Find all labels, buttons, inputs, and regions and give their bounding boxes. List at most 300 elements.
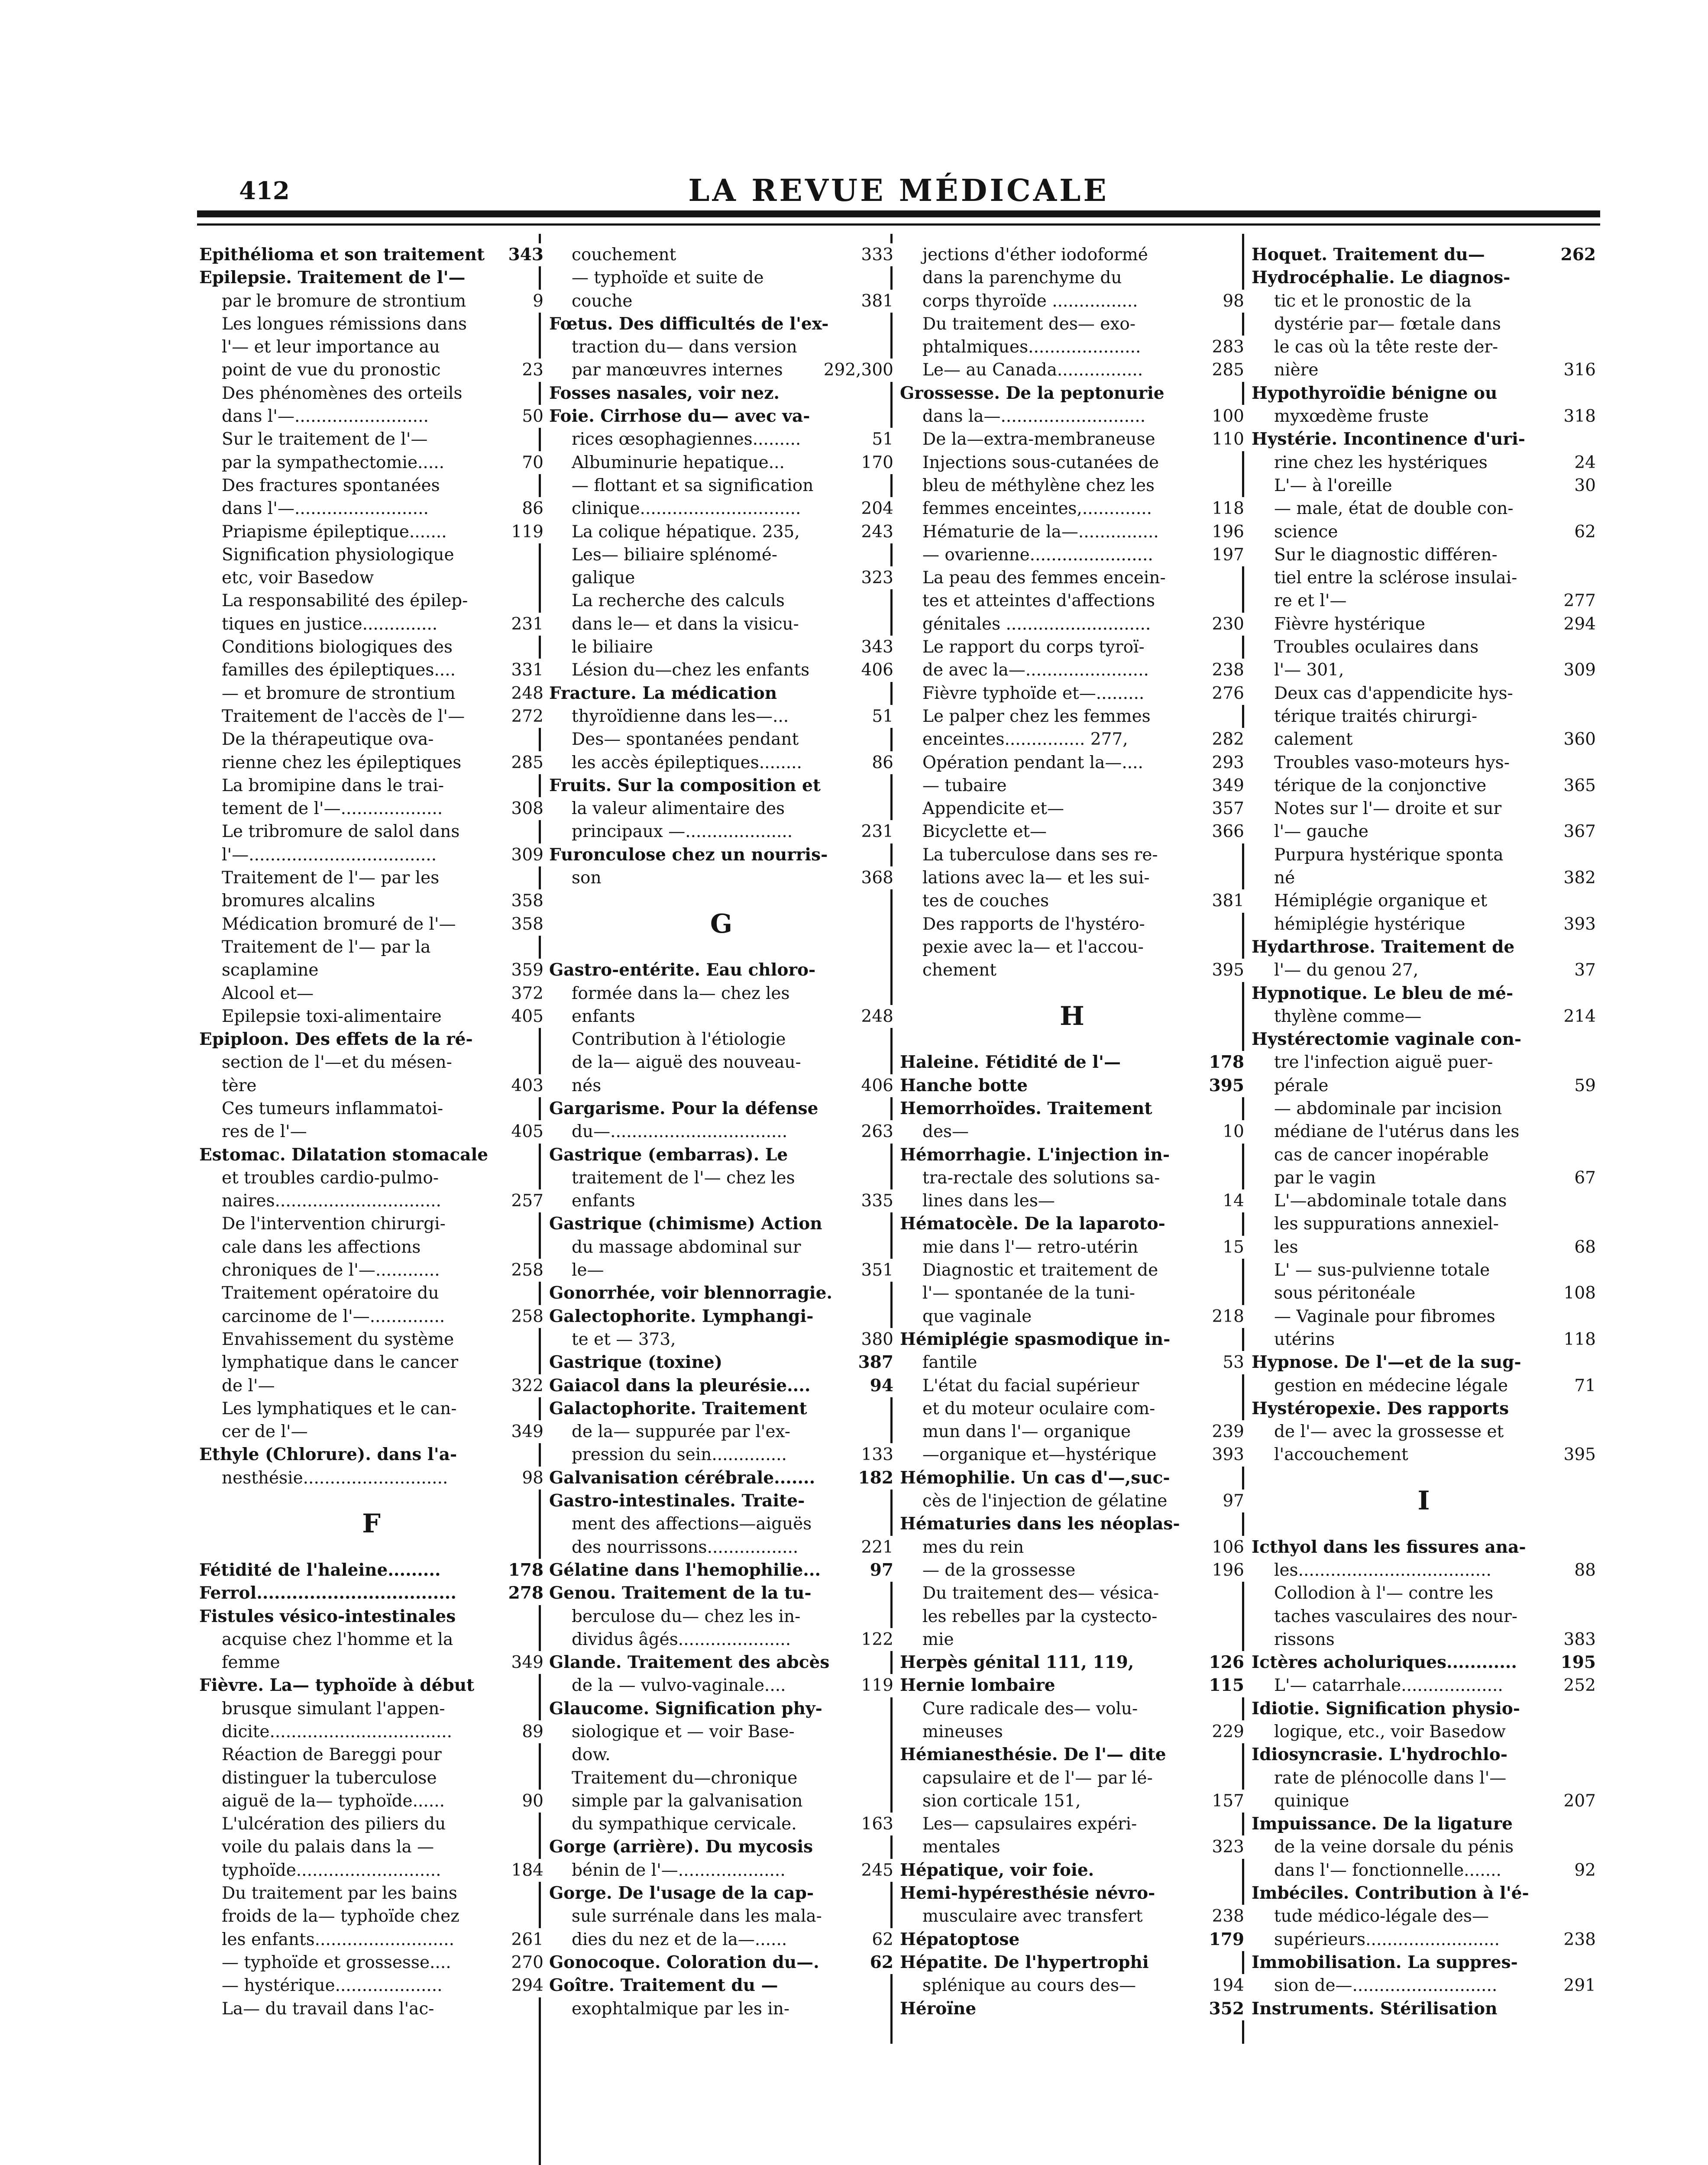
entry-text: L'état du facial supérieur	[922, 1376, 1139, 1396]
entry-text: Epilepsie. Traitement de l'—	[199, 268, 466, 288]
index-entry	[199, 705, 543, 728]
index-entry	[1252, 1443, 1596, 1466]
index-entry	[900, 1628, 1244, 1651]
index-entry	[900, 1351, 1244, 1374]
entry-text: Galectophorite. Lymphangi-	[549, 1306, 814, 1326]
index-entry	[900, 290, 1244, 313]
index-entry	[549, 1374, 893, 1397]
page-reference: 395	[1210, 959, 1244, 982]
page-reference: 358	[509, 913, 543, 936]
page-reference: 272	[509, 705, 543, 728]
index-entry	[199, 1835, 543, 1858]
entry-text: galique	[572, 568, 635, 588]
index-entry	[549, 1951, 893, 1974]
page-reference: 98	[1220, 290, 1244, 313]
index-entry	[1252, 705, 1596, 728]
index-entry	[549, 1443, 893, 1466]
index-entry	[1252, 728, 1596, 751]
index-column-3	[900, 243, 1244, 2020]
entry-text: jections d'éther iodoformé	[922, 245, 1148, 265]
entry-text: capsulaire et de l'— par lé-	[922, 1768, 1153, 1788]
page-reference: 252	[1561, 1674, 1596, 1697]
entry-text: Glande. Traitement des abcès	[549, 1652, 830, 1673]
index-entry	[199, 1051, 543, 1074]
index-entry	[549, 1720, 893, 1743]
entry-text: La colique hépatique. 235,	[572, 522, 800, 542]
entry-text: Traitement de l'— par les	[222, 868, 440, 888]
page-reference: 97	[867, 1559, 893, 1582]
entry-text: Les lymphatiques et le can-	[222, 1399, 457, 1419]
index-entry	[199, 266, 543, 289]
entry-text: Immobilisation. La suppres-	[1252, 1952, 1518, 1972]
index-entry	[549, 659, 893, 682]
entry-text: Le rapport du corps tyroï-	[922, 637, 1145, 657]
index-entry	[1252, 751, 1596, 774]
page-reference: 343	[859, 636, 893, 659]
spacer	[549, 936, 893, 959]
index-entry	[1252, 1212, 1596, 1235]
page-reference: 50	[519, 405, 543, 428]
index-entry	[199, 1743, 543, 1766]
index-entry	[199, 913, 543, 936]
page-reference: 218	[1210, 1305, 1244, 1328]
entry-text: le cas où la tête reste der-	[1274, 337, 1498, 357]
page-reference: 282	[1210, 728, 1244, 751]
entry-text: Des fractures spontanées	[222, 475, 440, 495]
entry-text: térique traités chirurgi-	[1274, 706, 1478, 726]
index-entry	[549, 1651, 893, 1674]
index-entry	[1252, 1051, 1596, 1074]
index-entry	[199, 566, 543, 589]
index-entry	[900, 1374, 1244, 1397]
index-entry	[1252, 1813, 1596, 1835]
index-entry	[1252, 936, 1596, 959]
entry-text: Hépatique, voir foie.	[900, 1860, 1094, 1880]
index-entry	[900, 1167, 1244, 1189]
entry-text: Galactophorite. Traitement	[549, 1398, 807, 1419]
entry-text: l'— gauche	[1274, 822, 1368, 842]
page-reference: 405	[509, 1005, 543, 1028]
entry-text: Des— spontanées pendant	[572, 730, 799, 750]
page-reference: 263	[859, 1120, 893, 1143]
page-reference: 178	[506, 1559, 543, 1582]
entry-text: — Vaginale pour fibromes	[1274, 1306, 1495, 1326]
index-entry	[900, 1259, 1244, 1282]
entry-text: tre l'infection aiguë puer-	[1274, 1053, 1493, 1073]
entry-text: Les longues rémissions dans	[222, 314, 467, 334]
entry-text: Furonculose chez un nourris-	[549, 844, 828, 865]
page-reference: 245	[859, 1859, 893, 1882]
entry-text: Fracture. La médication	[549, 683, 777, 703]
index-entry	[549, 497, 893, 520]
index-entry	[199, 1028, 543, 1051]
page-reference: 238	[1561, 1928, 1596, 1951]
index-entry	[900, 843, 1244, 866]
index-entry	[900, 1328, 1244, 1351]
page-reference: 372	[509, 982, 543, 1005]
index-entry	[199, 451, 543, 474]
page-reference: 380	[859, 1328, 893, 1351]
page-reference: 230	[1210, 613, 1244, 636]
index-entry	[900, 1512, 1244, 1535]
section-letter: F	[362, 1509, 381, 1539]
index-entry	[549, 1628, 893, 1651]
entry-text: simple par la galvanisation	[572, 1791, 803, 1811]
entry-text: et du moteur oculaire com-	[922, 1399, 1155, 1419]
index-entry	[199, 797, 543, 820]
page-reference: 352	[1207, 1997, 1244, 2020]
entry-text: Cure radicale des— volu-	[922, 1699, 1138, 1719]
index-entry	[549, 1674, 893, 1697]
index-entry	[549, 797, 893, 820]
index-entry	[199, 1790, 543, 1813]
entry-text: l'— et leur importance au	[222, 337, 440, 357]
entry-text: Impuissance. De la ligature	[1252, 1814, 1513, 1834]
entry-text: science	[1274, 522, 1338, 542]
entry-text: Traitement du—chronique	[572, 1768, 798, 1788]
entry-text: tiques en justice..............	[222, 614, 438, 634]
page-number: 412	[239, 177, 290, 205]
index-entry	[1252, 1005, 1596, 1028]
entry-text: génitales ...........................	[922, 614, 1151, 634]
index-entry	[549, 1790, 893, 1813]
index-entry	[1252, 1259, 1596, 1282]
spacer	[900, 1028, 1244, 1051]
index-entry	[1252, 1305, 1596, 1328]
page-reference: 194	[1210, 1974, 1244, 1997]
page-reference: 365	[1561, 774, 1596, 797]
index-entry	[549, 1813, 893, 1835]
entry-text: mie dans l'— retro-utérin	[922, 1237, 1139, 1257]
index-entry	[549, 751, 893, 774]
entry-text: mineuses	[922, 1722, 1003, 1742]
index-entry	[900, 474, 1244, 497]
index-entry	[199, 543, 543, 566]
index-entry	[1252, 1997, 1596, 2020]
index-entry	[549, 1928, 893, 1951]
page-reference: 67	[1572, 1167, 1596, 1189]
entry-text: — flottant et sa signification	[572, 475, 814, 495]
entry-text: —organique et—hystérique	[922, 1445, 1157, 1465]
entry-text: bénin de l'—....................	[572, 1860, 786, 1880]
index-entry	[199, 405, 543, 428]
entry-text: logique, etc., voir Basedow	[1274, 1722, 1506, 1742]
page-reference: 309	[509, 843, 543, 866]
index-entry	[900, 336, 1244, 359]
index-entry	[549, 1882, 893, 1905]
index-entry	[549, 1144, 893, 1167]
entry-text: dicite..................................	[222, 1722, 453, 1742]
index-entry	[549, 1328, 893, 1351]
page-reference: 71	[1572, 1374, 1596, 1397]
page-reference: 195	[1558, 1651, 1596, 1674]
entry-text: Hémorrhagie. L'injection in-	[900, 1144, 1170, 1165]
index-entry	[199, 1859, 543, 1882]
index-entry	[900, 1051, 1244, 1074]
entry-text: Herpès génital 111, 119,	[900, 1652, 1134, 1673]
entry-text: Hydarthrose. Traitement de	[1252, 937, 1515, 957]
index-entry	[900, 313, 1244, 336]
index-entry	[549, 774, 893, 797]
entry-text: Grossesse. De la peptonurie	[900, 383, 1165, 403]
index-entry	[549, 474, 893, 497]
index-entry	[1252, 1697, 1596, 1720]
index-entry	[199, 936, 543, 959]
entry-text: Ces tumeurs inflammatoi-	[222, 1099, 443, 1118]
index-entry	[1252, 1605, 1596, 1628]
page-reference: 395	[1207, 1074, 1244, 1097]
entry-text: naires...............................	[222, 1191, 441, 1211]
index-entry	[199, 1628, 543, 1651]
entry-text: L'— catarrhale...................	[1274, 1676, 1503, 1696]
index-entry	[900, 1490, 1244, 1512]
entry-text: thylène comme—	[1274, 1006, 1422, 1026]
index-entry	[199, 474, 543, 497]
index-entry	[1252, 1097, 1596, 1120]
section-letter: H	[1060, 1001, 1084, 1031]
entry-text: le—	[572, 1260, 604, 1280]
entry-text: lations avec la— et les sui-	[922, 868, 1150, 888]
entry-text: Héroïne	[900, 1998, 977, 2019]
page-reference: 122	[859, 1628, 893, 1651]
entry-text: tic et le pronostic de la	[1274, 291, 1472, 311]
index-entry	[549, 1259, 893, 1282]
header-rule	[197, 210, 1600, 217]
index-entry	[199, 889, 543, 912]
entry-text: tes de couches	[922, 891, 1049, 911]
index-entry	[199, 659, 543, 682]
index-entry	[199, 1997, 543, 2020]
entry-text: mie	[922, 1629, 954, 1649]
index-entry	[900, 1120, 1244, 1143]
entry-text: Le— au Canada................	[922, 360, 1143, 380]
entry-text: Gastrique (chimisme) Action	[549, 1214, 822, 1234]
index-entry	[549, 705, 893, 728]
index-entry	[1252, 636, 1596, 659]
index-entry	[1252, 820, 1596, 843]
entry-text: Glaucome. Signification phy-	[549, 1698, 822, 1719]
entry-text: rices œsophagiennes.........	[572, 430, 801, 449]
entry-text: dans la parenchyme du	[922, 268, 1122, 288]
page-reference: 133	[859, 1443, 893, 1466]
index-entry	[1252, 1720, 1596, 1743]
index-entry	[1252, 1882, 1596, 1905]
entry-text: taches vasculaires des nour-	[1274, 1606, 1517, 1626]
entry-text: son	[572, 868, 602, 888]
index-entry	[1252, 982, 1596, 1005]
index-entry	[549, 682, 893, 705]
index-entry	[199, 1605, 543, 1628]
entry-text: Envahissement du système	[222, 1329, 454, 1349]
index-entry	[1252, 1420, 1596, 1443]
index-entry	[549, 566, 893, 589]
index-entry	[549, 1512, 893, 1535]
index-entry	[549, 336, 893, 359]
entry-text: Hernie lombaire	[900, 1675, 1055, 1696]
index-entry	[199, 520, 543, 543]
entry-text: tère	[222, 1076, 257, 1095]
entry-text: L'ulcération des piliers du	[222, 1814, 446, 1834]
page-reference: 62	[869, 1928, 893, 1951]
page-reference: 308	[509, 797, 543, 820]
index-entry	[549, 451, 893, 474]
entry-text: Idiosyncrasie. L'hydrochlo-	[1252, 1745, 1507, 1765]
index-entry	[1252, 1167, 1596, 1189]
index-entry	[549, 959, 893, 982]
index-entry	[199, 1167, 543, 1189]
entry-text: femmes enceintes,.............	[922, 499, 1152, 519]
page-reference: 68	[1572, 1236, 1596, 1259]
page-reference: 343	[506, 243, 543, 266]
index-entry	[549, 543, 893, 566]
index-entry	[1252, 843, 1596, 866]
entry-text: Hoquet. Traitement du—	[1252, 245, 1485, 265]
index-entry	[1252, 913, 1596, 936]
entry-text: sule surrénale dans les mala-	[572, 1906, 822, 1926]
entry-text: Goître. Traitement du —	[549, 1975, 778, 1996]
index-entry	[900, 1974, 1244, 1997]
entry-text: Traitement de l'accès de l'—	[222, 706, 465, 726]
entry-text: Hépatoptose	[900, 1929, 1020, 1949]
entry-text: dies du nez et de la—......	[572, 1929, 787, 1949]
entry-text: les rebelles par la cystecto-	[922, 1606, 1158, 1626]
index-entry	[549, 1559, 893, 1582]
entry-text: et troubles cardio-pulmo-	[222, 1168, 439, 1188]
index-entry	[1252, 243, 1596, 266]
index-entry	[199, 1651, 543, 1674]
index-entry	[900, 243, 1244, 266]
entry-text: rienne chez les épileptiques	[222, 753, 462, 772]
page-reference: 23	[519, 359, 543, 381]
page-reference: 98	[519, 1467, 543, 1490]
index-entry	[1252, 959, 1596, 982]
entry-text: cas de cancer inopérable	[1274, 1145, 1489, 1165]
entry-text: voile du palais dans la —	[222, 1837, 434, 1857]
entry-text: mes du rein	[922, 1537, 1024, 1557]
section-letter: G	[710, 908, 733, 939]
page-reference: 331	[509, 659, 543, 682]
page-reference: 381	[859, 290, 893, 313]
index-entry	[1252, 1743, 1596, 1766]
page-reference: 276	[1210, 682, 1244, 705]
index-entry	[900, 1189, 1244, 1212]
entry-text: Hystéropexie. Des rapports	[1252, 1398, 1509, 1419]
entry-text: Gastrique (embarras). Le	[549, 1144, 788, 1165]
entry-text: Ictères acholuriques............	[1252, 1652, 1517, 1673]
page-reference: 229	[1210, 1720, 1244, 1743]
entry-text: tra-rectale des solutions sa-	[922, 1168, 1160, 1188]
index-entry	[549, 1767, 893, 1790]
page-reference: 51	[869, 705, 893, 728]
page-reference: 243	[859, 520, 893, 543]
index-entry	[199, 1144, 543, 1167]
index-entry	[199, 1189, 543, 1212]
entry-text: De l'intervention chirurgi-	[222, 1214, 446, 1234]
index-entry	[199, 613, 543, 636]
index-entry	[900, 1236, 1244, 1259]
index-entry	[900, 1305, 1244, 1328]
entry-text: fantile	[922, 1353, 977, 1373]
page-reference: 349	[1210, 774, 1244, 797]
entry-text: acquise chez l'homme et la	[222, 1629, 453, 1649]
index-entry	[1252, 889, 1596, 912]
entry-text: Conditions biologiques des	[222, 637, 453, 657]
index-entry	[549, 1028, 893, 1051]
index-entry	[900, 1397, 1244, 1420]
entry-text: Hystérie. Incontinence d'uri-	[1252, 429, 1525, 449]
index-entry	[549, 243, 893, 266]
index-entry	[1252, 1859, 1596, 1882]
index-entry	[199, 1259, 543, 1282]
index-entry	[199, 1236, 543, 1259]
index-entry	[549, 1859, 893, 1882]
spacer	[199, 1536, 543, 1559]
page-reference: 292,300	[821, 359, 893, 381]
page-reference: 62	[1572, 520, 1596, 543]
index-entry	[900, 1605, 1244, 1628]
index-entry	[1252, 1028, 1596, 1051]
page-reference: 197	[1210, 543, 1244, 566]
index-entry	[900, 1074, 1244, 1097]
index-entry	[1252, 266, 1596, 289]
index-entry	[1252, 428, 1596, 451]
entry-text: Idiotie. Signification physio-	[1252, 1698, 1520, 1719]
entry-text: Le tribromure de salol dans	[222, 822, 460, 842]
entry-text: femme	[222, 1653, 280, 1673]
index-entry	[199, 1882, 543, 1905]
page-reference: 351	[859, 1259, 893, 1282]
index-entry	[1252, 1189, 1596, 1212]
index-entry	[199, 1074, 543, 1097]
index-entry	[900, 428, 1244, 451]
page-reference: 318	[1561, 405, 1596, 428]
index-entry	[900, 1997, 1244, 2020]
index-entry	[1252, 520, 1596, 543]
index-entry	[549, 428, 893, 451]
entry-text: les suppurations annexiel-	[1274, 1214, 1499, 1234]
entry-text: siologique et — voir Base-	[572, 1722, 795, 1742]
entry-text: re et l'—	[1274, 591, 1347, 611]
entry-text: De la thérapeutique ova-	[222, 730, 434, 750]
page-reference: 258	[509, 1259, 543, 1282]
entry-text: Fœtus. Des difficultés de l'ex-	[549, 313, 829, 334]
index-entry	[1252, 382, 1596, 405]
entry-text: Hanche botte	[900, 1075, 1028, 1095]
entry-text: de l'—	[222, 1376, 275, 1396]
entry-text: scaplamine	[222, 960, 319, 980]
index-entry	[900, 1859, 1244, 1882]
index-entry	[199, 313, 543, 336]
entry-text: enfants	[572, 1191, 635, 1211]
entry-text: Lésion du—chez les enfants	[572, 660, 810, 680]
index-entry	[1252, 774, 1596, 797]
entry-text: bleu de méthylène chez les	[922, 475, 1155, 495]
index-entry	[549, 1189, 893, 1212]
entry-text: Gonocoque. Coloration du—.	[549, 1952, 819, 1972]
entry-text: Des rapports de l'hystéro-	[922, 914, 1145, 934]
index-entry	[1252, 1120, 1596, 1143]
entry-text: Gastro-entérite. Eau chloro-	[549, 960, 816, 980]
entry-text: les enfants..........................	[222, 1929, 454, 1949]
entry-text: carcinome de l'—..............	[222, 1306, 445, 1326]
page-reference: 62	[867, 1951, 893, 1974]
index-entry	[1252, 1582, 1596, 1605]
entry-text: Foie. Cirrhose du— avec va-	[549, 406, 810, 427]
entry-text: Traitement de l'— par la	[222, 937, 431, 957]
entry-text: — typhoïde et grossesse....	[222, 1952, 451, 1972]
page-reference: 51	[869, 428, 893, 451]
index-entry	[199, 982, 543, 1005]
